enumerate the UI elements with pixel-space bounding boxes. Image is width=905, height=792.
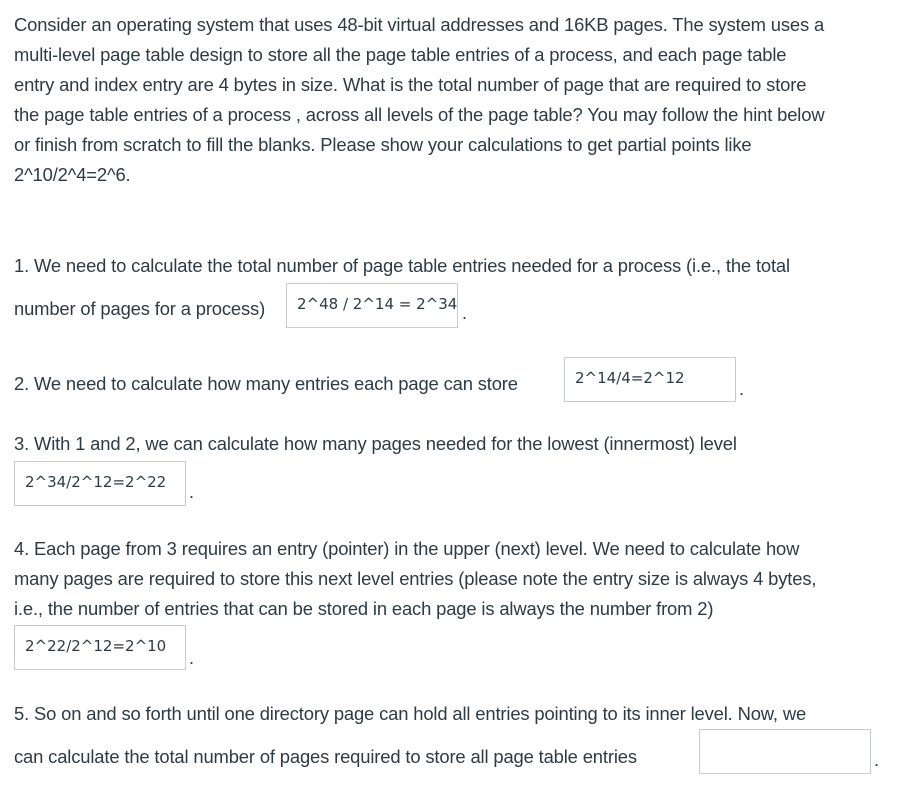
q1-text-line-1: 1. We need to calculate the total number of page table entries needed for a process (i.e., the total xyxy=(14,255,790,276)
q4-text-line-2: many pages are required to store this next level entries (please note the entry size is always 4 bytes, xyxy=(14,568,817,589)
q1-answer-input[interactable] xyxy=(286,283,458,328)
intro-line-3: entry and index entry are 4 bytes in size. What is the total number of page that are required to store xyxy=(14,74,807,95)
intro-line-6: 2^10/2^4=2^6. xyxy=(14,164,131,185)
q4-period: . xyxy=(189,648,194,668)
q5-text-line-2: can calculate the total number of pages required to store all page table entries xyxy=(14,746,637,767)
q4-text-line-1: 4. Each page from 3 requires an entry (pointer) in the upper (next) level. We need to calculate how xyxy=(14,538,800,559)
intro-line-1: Consider an operating system that uses 48-bit virtual addresses and 16KB pages. The system uses a xyxy=(14,14,825,35)
q5-period: . xyxy=(874,750,879,770)
q5-text-line-1: 5. So on and so forth until one directory page can hold all entries pointing to its inner level. Now, we xyxy=(14,703,807,724)
q2-text: 2. We need to calculate how many entries each page can store xyxy=(14,373,518,394)
q2-answer-value: 2^14/4=2^12 xyxy=(575,369,685,387)
q3-answer-value: 2^34/2^12=2^22 xyxy=(25,473,167,491)
q2-answer-input[interactable] xyxy=(564,357,736,402)
q3-period: . xyxy=(189,482,194,502)
q1-text-line-2: number of pages for a process) xyxy=(14,298,266,319)
q5-answer-input[interactable] xyxy=(699,729,871,774)
q1-answer-value: 2^48 / 2^14 = 2^34 xyxy=(297,295,458,313)
q4-answer-input[interactable] xyxy=(14,625,186,670)
q3-text: 3. With 1 and 2, we can calculate how many pages needed for the lowest (innermost) level xyxy=(14,433,737,454)
q1-period: . xyxy=(462,303,467,323)
q2-period: . xyxy=(739,379,744,399)
intro-line-5: or finish from scratch to fill the blanks. Please show your calculations to get partial points like xyxy=(14,134,752,155)
intro-line-2: multi-level page table design to store all the page table entries of a process, and each page table xyxy=(14,44,787,65)
intro-line-4: the page table entries of a process , across all levels of the page table? You may follow the hint below xyxy=(14,104,825,125)
q4-text-line-3: i.e., the number of entries that can be stored in each page is always the number from 2) xyxy=(14,598,714,619)
q3-answer-input[interactable] xyxy=(14,461,186,506)
q4-answer-value: 2^22/2^12=2^10 xyxy=(25,637,167,655)
